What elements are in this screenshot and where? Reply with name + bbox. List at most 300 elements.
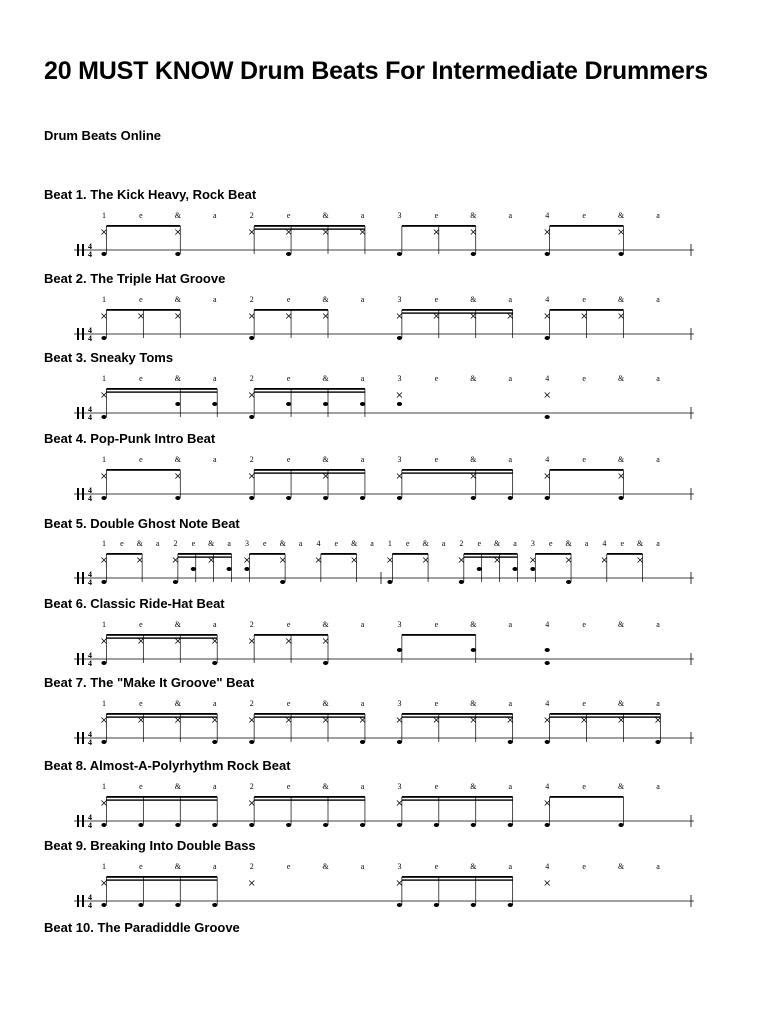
count-label: a bbox=[360, 782, 365, 791]
kick-note bbox=[618, 823, 623, 827]
page-subtitle: Drum Beats Online bbox=[44, 128, 162, 143]
count-label: & bbox=[470, 374, 477, 383]
kick-note bbox=[212, 661, 217, 665]
snare-note bbox=[530, 567, 535, 571]
count-label: 1 bbox=[102, 699, 106, 708]
count-label: & bbox=[174, 782, 181, 791]
count-label: a bbox=[213, 211, 217, 220]
count-label: e bbox=[191, 539, 196, 548]
count-label: e bbox=[286, 862, 291, 871]
hihat-note bbox=[360, 718, 365, 723]
hihat-note bbox=[102, 314, 107, 319]
hihat-note bbox=[323, 314, 328, 319]
kick-note bbox=[101, 415, 106, 419]
hihat-note bbox=[249, 881, 254, 886]
beam bbox=[535, 553, 571, 555]
time-signature-top: 4 bbox=[88, 242, 92, 251]
count-label: & bbox=[470, 782, 477, 791]
beam bbox=[321, 553, 357, 555]
hihat-note bbox=[280, 558, 285, 563]
beam bbox=[402, 634, 476, 636]
count-label: & bbox=[174, 455, 181, 464]
hihat-note bbox=[352, 558, 357, 563]
count-label: & bbox=[174, 211, 181, 220]
count-label: e bbox=[286, 455, 291, 464]
percussion-clef bbox=[82, 488, 84, 500]
kick-note bbox=[101, 740, 106, 744]
count-label: 1 bbox=[387, 539, 392, 548]
hihat-note bbox=[434, 230, 439, 235]
time-signature-bottom: 4 bbox=[88, 659, 92, 668]
kick-note bbox=[397, 252, 402, 256]
snare-note bbox=[191, 567, 196, 571]
beam bbox=[254, 309, 328, 311]
count-label: 3 bbox=[397, 295, 402, 304]
hihat-note bbox=[138, 639, 143, 644]
hihat-note bbox=[397, 881, 402, 886]
count-label: e bbox=[286, 211, 291, 220]
count-label: e bbox=[477, 539, 482, 548]
hihat-note bbox=[249, 718, 254, 723]
kick-note bbox=[280, 580, 285, 584]
count-label: e bbox=[434, 699, 439, 708]
kick-note bbox=[655, 740, 660, 744]
beat-title-1: Beat 1. The Kick Heavy, Rock Beat bbox=[44, 187, 257, 202]
kick-note bbox=[101, 496, 106, 500]
hihat-note bbox=[545, 314, 550, 319]
kick-note bbox=[471, 823, 476, 827]
beam bbox=[392, 553, 428, 555]
hihat-note bbox=[434, 718, 439, 723]
hihat-note bbox=[471, 474, 476, 479]
time-signature-bottom: 4 bbox=[88, 738, 92, 747]
hihat-note bbox=[619, 314, 624, 319]
count-label: a bbox=[508, 374, 513, 383]
staff-beat-3 bbox=[74, 373, 710, 423]
beam bbox=[254, 716, 365, 717]
count-label: & bbox=[322, 782, 329, 791]
hihat-note bbox=[286, 230, 291, 235]
kick-note bbox=[387, 580, 392, 584]
count-label: a bbox=[656, 374, 660, 383]
snare-note bbox=[471, 648, 476, 652]
kick-note bbox=[545, 740, 550, 744]
count-label: 2 bbox=[249, 782, 254, 791]
count-label: a bbox=[656, 782, 660, 791]
count-label: & bbox=[322, 620, 329, 629]
hihat-note bbox=[323, 718, 328, 723]
hihat-note bbox=[459, 558, 464, 563]
count-label: & bbox=[322, 455, 329, 464]
count-label: e bbox=[434, 862, 439, 871]
count-label: & bbox=[322, 374, 329, 383]
hihat-note bbox=[530, 558, 535, 563]
kick-note bbox=[545, 661, 550, 665]
count-label: 3 bbox=[397, 782, 402, 791]
count-label: & bbox=[322, 295, 329, 304]
hihat-note bbox=[582, 718, 587, 723]
beam bbox=[550, 225, 624, 227]
count-label: 4 bbox=[545, 374, 550, 383]
count-label: & bbox=[470, 699, 477, 708]
kick-note bbox=[286, 496, 291, 500]
count-label: 3 bbox=[397, 699, 402, 708]
count-label: e bbox=[582, 211, 586, 220]
hihat-note bbox=[582, 314, 587, 319]
hihat-note bbox=[508, 314, 513, 319]
kick-note bbox=[434, 823, 439, 827]
count-label: e bbox=[434, 295, 439, 304]
kick-note bbox=[249, 415, 254, 419]
percussion-clef bbox=[77, 895, 79, 907]
kick-note bbox=[360, 740, 365, 744]
hihat-note bbox=[137, 558, 142, 563]
count-label: 2 bbox=[249, 455, 254, 464]
count-label: a bbox=[656, 539, 660, 548]
time-signature-top: 4 bbox=[88, 813, 92, 822]
count-label: & bbox=[470, 862, 477, 871]
hihat-note bbox=[209, 558, 214, 563]
hihat-note bbox=[397, 393, 402, 398]
hihat-note bbox=[138, 314, 143, 319]
count-label: e bbox=[139, 374, 143, 383]
hihat-note bbox=[102, 639, 107, 644]
hihat-note bbox=[397, 801, 402, 806]
percussion-clef bbox=[82, 328, 84, 340]
hihat-note bbox=[102, 230, 107, 235]
beat-title-10: Beat 10. The Paradiddle Groove bbox=[44, 920, 240, 935]
count-label: a bbox=[513, 539, 517, 548]
count-label: & bbox=[422, 539, 429, 548]
snare-note bbox=[226, 567, 231, 571]
count-label: e bbox=[582, 295, 586, 304]
count-label: e bbox=[582, 455, 586, 464]
hihat-note bbox=[249, 393, 254, 398]
hihat-note bbox=[545, 393, 550, 398]
kick-note bbox=[101, 252, 106, 256]
beam bbox=[106, 879, 217, 880]
beam bbox=[402, 472, 513, 473]
count-label: 3 bbox=[397, 455, 402, 464]
time-signature-top: 4 bbox=[88, 893, 92, 902]
count-label: e bbox=[286, 699, 291, 708]
count-label: & bbox=[174, 699, 181, 708]
kick-note bbox=[249, 496, 254, 500]
time-signature-bottom: 4 bbox=[88, 578, 92, 587]
time-signature-bottom: 4 bbox=[88, 413, 92, 422]
count-label: a bbox=[508, 295, 513, 304]
count-label: & bbox=[470, 620, 477, 629]
count-label: a bbox=[360, 295, 365, 304]
count-label: a bbox=[360, 862, 365, 871]
count-label: 3 bbox=[530, 539, 535, 548]
kick-note bbox=[545, 496, 550, 500]
count-label: & bbox=[174, 862, 181, 871]
hihat-note bbox=[102, 718, 107, 723]
count-label: & bbox=[617, 374, 625, 383]
kick-note bbox=[249, 336, 254, 340]
kick-note bbox=[508, 903, 513, 907]
count-label: 2 bbox=[249, 374, 254, 383]
hihat-note bbox=[545, 881, 550, 886]
snare-note bbox=[175, 402, 180, 406]
kick-note bbox=[286, 252, 291, 256]
time-signature-top: 4 bbox=[88, 405, 92, 414]
snare-note bbox=[512, 567, 517, 571]
count-label: & bbox=[617, 862, 625, 871]
staff-beat-9 bbox=[74, 861, 710, 911]
count-label: 1 bbox=[102, 539, 106, 548]
staff-beat-1 bbox=[74, 210, 710, 260]
kick-note bbox=[545, 252, 550, 256]
hihat-note bbox=[173, 558, 178, 563]
kick-note bbox=[434, 903, 439, 907]
count-label: a bbox=[656, 699, 660, 708]
count-label: 1 bbox=[102, 862, 106, 871]
beam bbox=[106, 225, 180, 227]
hihat-note bbox=[656, 718, 661, 723]
beam bbox=[402, 796, 513, 798]
count-label: a bbox=[213, 620, 217, 629]
staff-beat-5 bbox=[74, 538, 710, 588]
hihat-note bbox=[471, 230, 476, 235]
snare-note bbox=[244, 567, 249, 571]
count-label: e bbox=[139, 455, 143, 464]
count-label: e bbox=[434, 211, 439, 220]
hihat-note bbox=[249, 801, 254, 806]
beam bbox=[178, 553, 232, 555]
count-label: e bbox=[582, 374, 586, 383]
hihat-note bbox=[212, 639, 217, 644]
count-label: a bbox=[656, 620, 660, 629]
count-label: a bbox=[360, 699, 365, 708]
count-label: 1 bbox=[102, 295, 106, 304]
beam bbox=[106, 716, 217, 717]
hihat-note bbox=[545, 230, 550, 235]
beat-title-9: Beat 9. Breaking Into Double Bass bbox=[44, 838, 256, 853]
beam bbox=[550, 796, 624, 798]
count-label: & bbox=[494, 539, 501, 548]
hihat-note bbox=[508, 718, 513, 723]
count-label: & bbox=[617, 295, 625, 304]
staff-beat-6 bbox=[74, 619, 710, 669]
snare-note bbox=[545, 648, 550, 652]
count-label: a bbox=[508, 620, 513, 629]
snare-note bbox=[397, 648, 402, 652]
beam bbox=[254, 796, 365, 798]
kick-note bbox=[286, 823, 291, 827]
count-label: e bbox=[286, 782, 291, 791]
kick-note bbox=[397, 336, 402, 340]
snare-note bbox=[397, 402, 402, 406]
hihat-note bbox=[323, 639, 328, 644]
beam bbox=[402, 713, 513, 715]
beat-title-7: Beat 7. The "Make It Groove" Beat bbox=[44, 675, 255, 690]
hihat-note bbox=[397, 718, 402, 723]
count-label: e bbox=[434, 620, 439, 629]
beam bbox=[254, 391, 365, 392]
count-label: 2 bbox=[173, 539, 178, 548]
beam bbox=[402, 312, 513, 313]
time-signature-top: 4 bbox=[88, 570, 92, 579]
count-label: & bbox=[470, 455, 477, 464]
kick-note bbox=[397, 496, 402, 500]
hihat-note bbox=[323, 230, 328, 235]
count-label: e bbox=[582, 862, 586, 871]
count-label: & bbox=[174, 620, 181, 629]
beam bbox=[254, 469, 365, 471]
hihat-note bbox=[423, 558, 428, 563]
count-label: e bbox=[286, 374, 291, 383]
kick-note bbox=[323, 823, 328, 827]
count-label: 2 bbox=[249, 699, 254, 708]
kick-note bbox=[397, 903, 402, 907]
hihat-note bbox=[495, 558, 500, 563]
beam bbox=[106, 469, 180, 471]
count-label: a bbox=[360, 374, 365, 383]
count-label: e bbox=[139, 211, 143, 220]
count-label: & bbox=[617, 782, 625, 791]
count-label: e bbox=[286, 620, 291, 629]
count-label: 4 bbox=[545, 620, 550, 629]
count-label: & bbox=[637, 539, 644, 548]
beat-title-5: Beat 5. Double Ghost Note Beat bbox=[44, 516, 240, 531]
count-label: a bbox=[155, 539, 160, 548]
count-label: e bbox=[406, 539, 410, 548]
hihat-note bbox=[102, 881, 107, 886]
hihat-note bbox=[249, 314, 254, 319]
count-label: a bbox=[508, 862, 513, 871]
page-title: 20 MUST KNOW Drum Beats For Intermediate Drummers bbox=[44, 57, 708, 85]
kick-note bbox=[173, 580, 178, 584]
count-label: a bbox=[508, 782, 513, 791]
hihat-note bbox=[102, 801, 107, 806]
count-label: 1 bbox=[102, 455, 106, 464]
percussion-clef bbox=[82, 815, 84, 827]
snare-note bbox=[286, 402, 291, 406]
count-label: & bbox=[617, 455, 625, 464]
count-label: e bbox=[582, 699, 586, 708]
time-signature-top: 4 bbox=[88, 730, 92, 739]
beam bbox=[106, 637, 217, 638]
beam bbox=[402, 309, 513, 311]
hihat-note bbox=[545, 474, 550, 479]
kick-note bbox=[175, 252, 180, 256]
count-label: a bbox=[508, 455, 513, 464]
kick-note bbox=[545, 415, 550, 419]
count-label: a bbox=[360, 620, 365, 629]
hihat-note bbox=[471, 314, 476, 319]
count-label: & bbox=[136, 539, 143, 548]
beam bbox=[550, 713, 661, 715]
beam bbox=[402, 879, 513, 880]
beat-title-2: Beat 2. The Triple Hat Groove bbox=[44, 271, 226, 286]
snare-note bbox=[360, 402, 365, 406]
beam bbox=[106, 876, 217, 878]
count-label: 4 bbox=[545, 782, 550, 791]
hihat-note bbox=[566, 558, 571, 563]
count-label: 4 bbox=[316, 539, 321, 548]
beam bbox=[550, 309, 624, 311]
kick-note bbox=[323, 661, 328, 665]
beam bbox=[178, 556, 232, 557]
kick-note bbox=[397, 823, 402, 827]
kick-note bbox=[212, 903, 217, 907]
count-label: e bbox=[139, 699, 143, 708]
count-label: & bbox=[470, 211, 477, 220]
count-label: e bbox=[434, 374, 439, 383]
beam bbox=[254, 225, 365, 227]
count-label: 2 bbox=[459, 539, 464, 548]
kick-note bbox=[360, 496, 365, 500]
count-label: & bbox=[470, 295, 477, 304]
kick-note bbox=[566, 580, 571, 584]
kick-note bbox=[508, 496, 513, 500]
count-label: e bbox=[620, 539, 625, 548]
hihat-note bbox=[397, 314, 402, 319]
hihat-note bbox=[316, 558, 321, 563]
count-label: e bbox=[548, 539, 553, 548]
time-signature-bottom: 4 bbox=[88, 821, 92, 830]
count-label: 3 bbox=[397, 211, 402, 220]
beam bbox=[106, 634, 217, 636]
hihat-note bbox=[286, 639, 291, 644]
snare-note bbox=[477, 567, 482, 571]
count-label: 4 bbox=[545, 295, 550, 304]
beam bbox=[254, 388, 365, 390]
beam bbox=[106, 713, 217, 715]
hihat-note bbox=[545, 801, 550, 806]
percussion-clef bbox=[77, 732, 79, 744]
beam bbox=[254, 228, 365, 229]
percussion-clef bbox=[77, 488, 79, 500]
hihat-note bbox=[434, 314, 439, 319]
kick-note bbox=[138, 823, 143, 827]
hihat-note bbox=[102, 558, 107, 563]
snare-note bbox=[323, 402, 328, 406]
count-label: a bbox=[656, 862, 660, 871]
kick-note bbox=[618, 252, 623, 256]
hihat-note bbox=[175, 718, 180, 723]
count-label: & bbox=[208, 539, 215, 548]
count-label: & bbox=[174, 374, 181, 383]
percussion-clef bbox=[82, 407, 84, 419]
percussion-clef bbox=[77, 244, 79, 256]
count-label: 2 bbox=[249, 862, 254, 871]
hihat-note bbox=[619, 474, 624, 479]
count-label: a bbox=[213, 455, 217, 464]
count-label: 4 bbox=[545, 211, 550, 220]
count-label: e bbox=[582, 782, 586, 791]
time-signature-top: 4 bbox=[88, 486, 92, 495]
count-label: 4 bbox=[602, 539, 607, 548]
kick-note bbox=[545, 336, 550, 340]
beam bbox=[550, 469, 624, 471]
beam bbox=[402, 469, 513, 471]
percussion-clef bbox=[77, 572, 79, 584]
count-label: a bbox=[213, 862, 217, 871]
count-label: a bbox=[508, 211, 513, 220]
hihat-note bbox=[102, 393, 107, 398]
hihat-note bbox=[249, 639, 254, 644]
kick-note bbox=[545, 823, 550, 827]
beam bbox=[254, 634, 328, 636]
count-label: a bbox=[298, 539, 303, 548]
count-label: e bbox=[263, 539, 267, 548]
count-label: & bbox=[617, 211, 625, 220]
beam bbox=[550, 716, 661, 717]
hihat-note bbox=[175, 230, 180, 235]
